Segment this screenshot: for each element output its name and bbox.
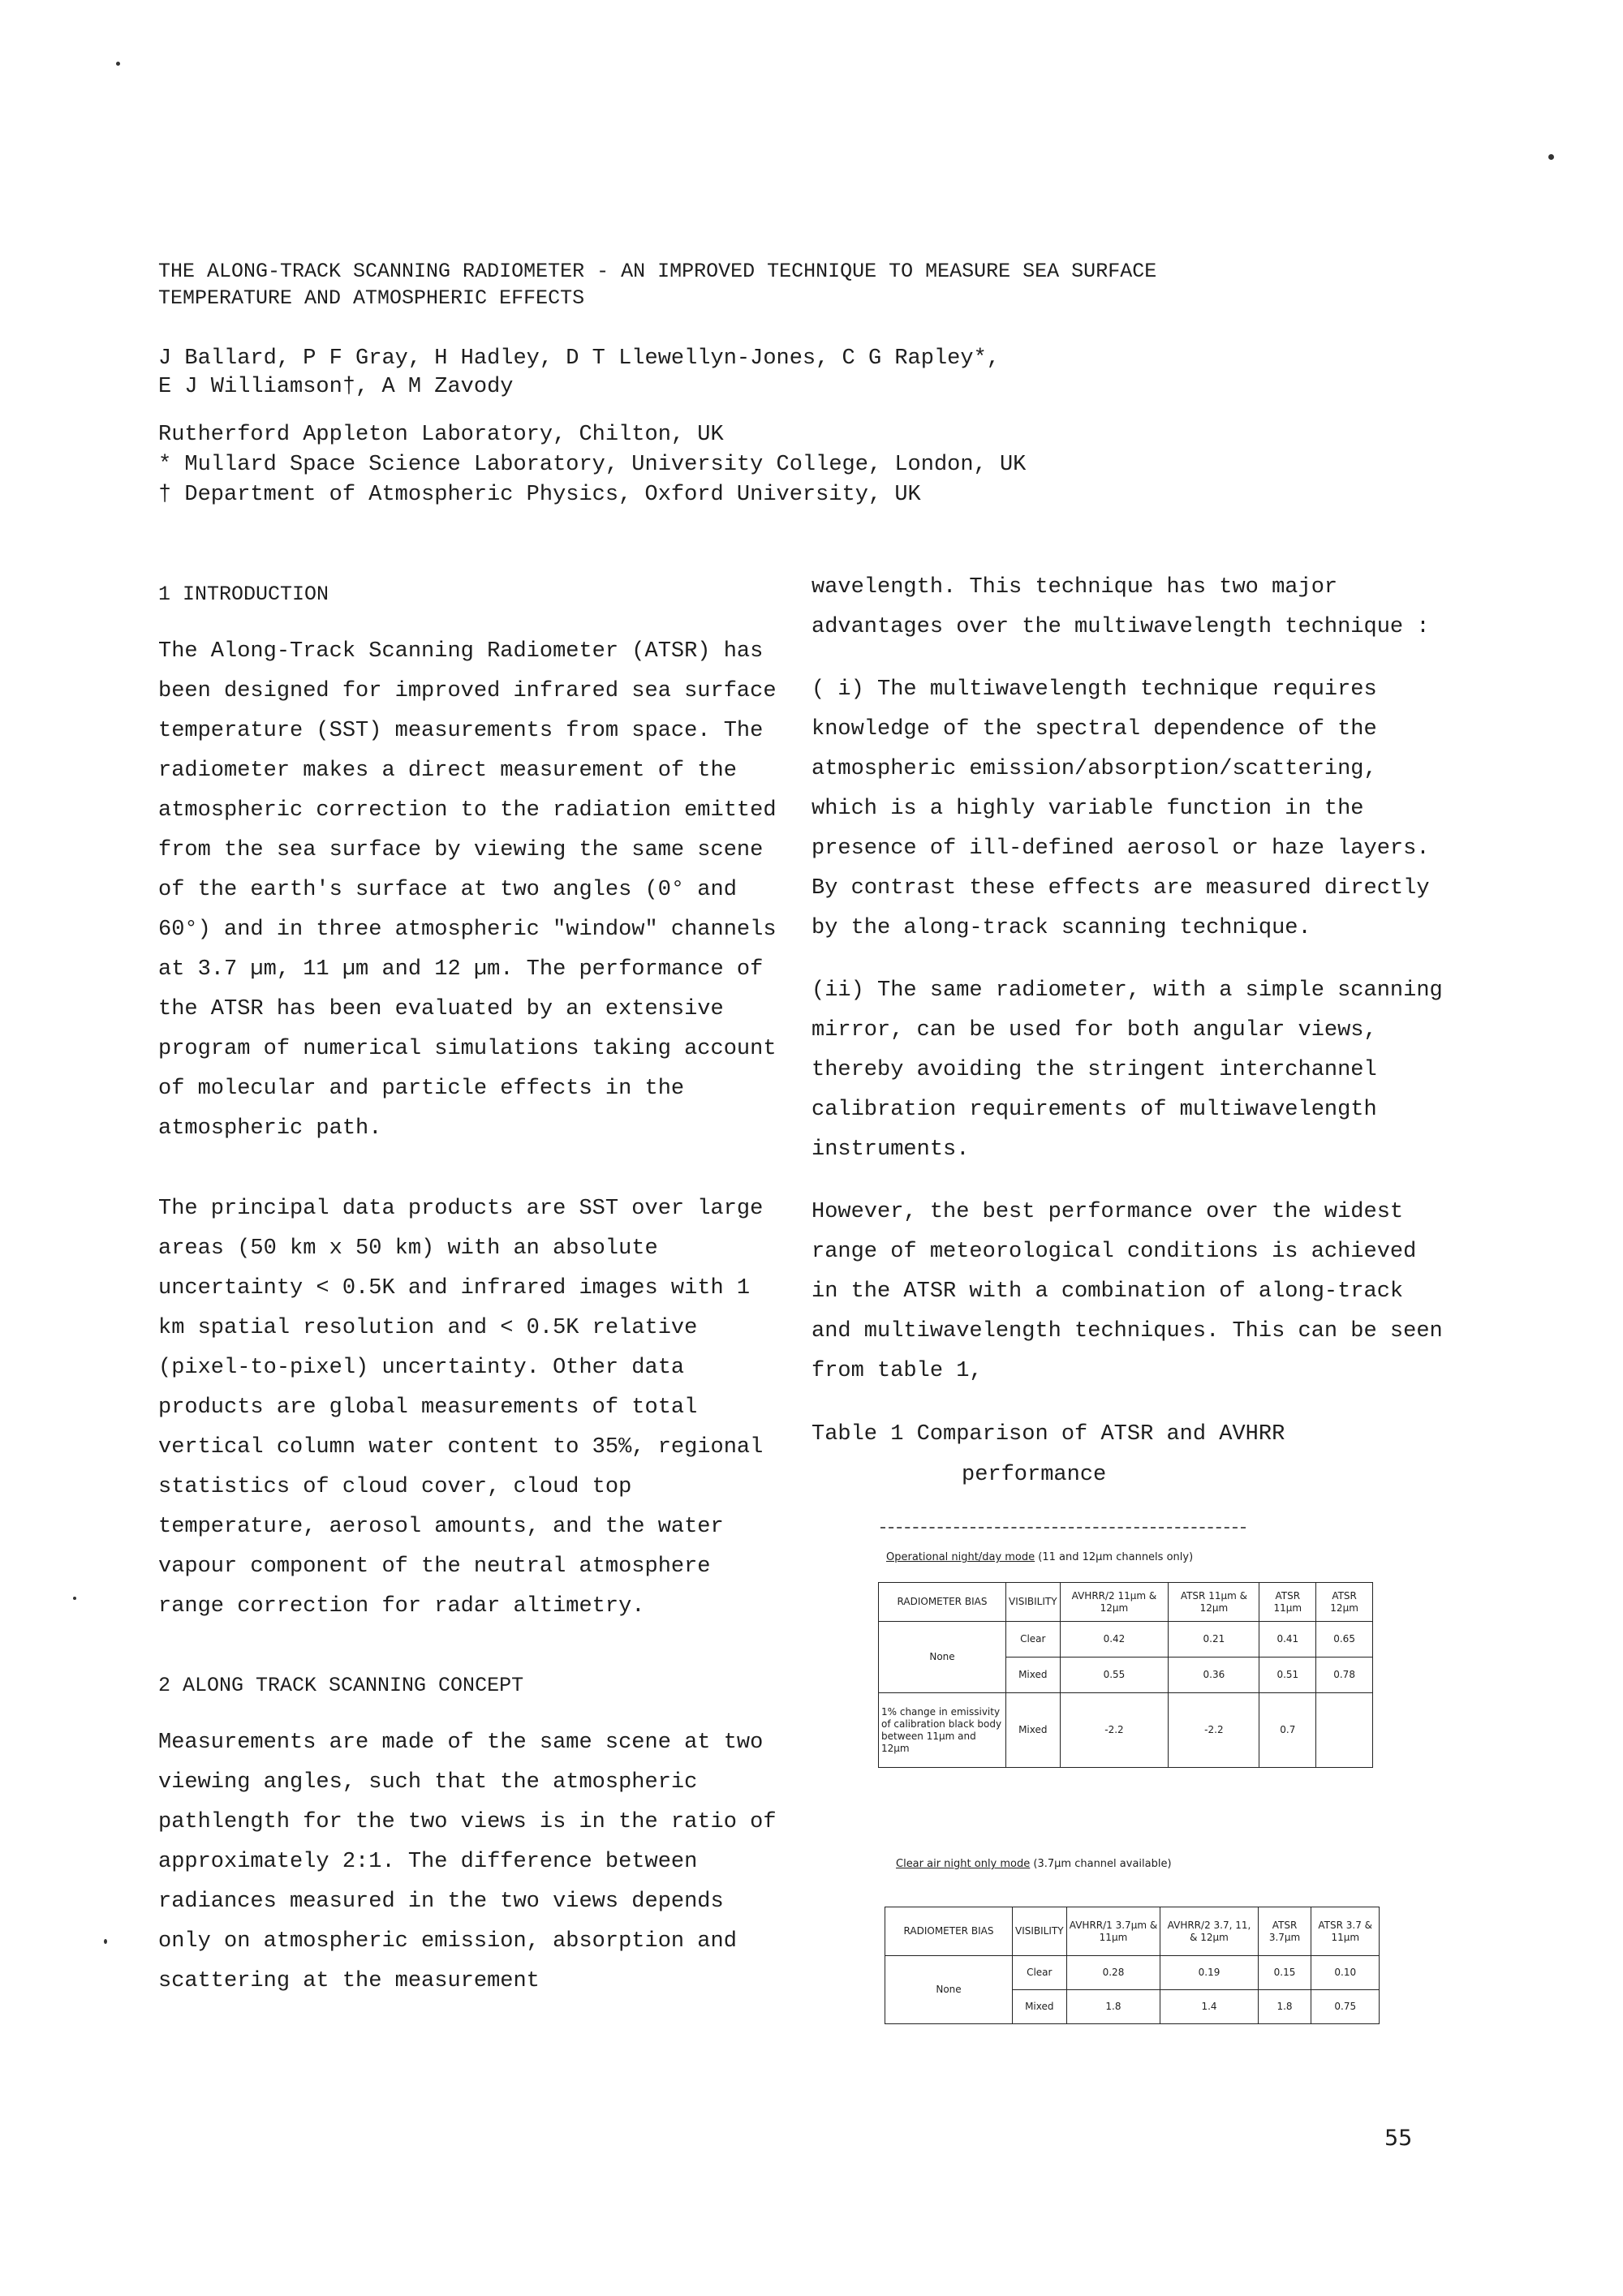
paragraph: The principal data products are SST over large areas (50 km x 50 km) with an absolute uncertainty < 0.5K and infrared images with 1 km spatial resolution and < 0.5K relative (pixel-to-pixel) uncertainty. Other data products are global measurements of total vertical column water content to 35%, regional statistics of cloud cover, cloud top temperature, aerosol amounts, and the water vapour component of the neutral atmosphere range correction for radar altimetry.: [158, 1197, 764, 1619]
cell: [1316, 1693, 1373, 1768]
cell: 0.75: [1311, 1990, 1380, 2024]
cell: -2.2: [1060, 1693, 1169, 1768]
table-mode-label: [886, 1551, 1193, 1563]
table-row: [879, 1693, 1373, 1768]
scan-speck: [73, 1597, 76, 1600]
mode-label: Operational night/day mode: [886, 1551, 1035, 1563]
section-heading: 2 ALONG TRACK SCANNING CONCEPT: [158, 1674, 524, 1697]
author-list: [158, 345, 1424, 402]
bias-cell: None: [879, 1622, 1006, 1693]
bias-cell: None: [885, 1956, 1013, 2024]
paragraph: Measurements are made of the same scene at two viewing angles, such that the atmospheric pathlength for the two views is in the ratio of approximately 2:1. The difference between radiances measured in the two views depends only on atmospheric emission, absorption and scattering at the measurement: [158, 1731, 777, 1993]
right-column: [812, 568, 1444, 1495]
cell: 1.4: [1160, 1990, 1258, 2024]
cell: 0.65: [1316, 1622, 1373, 1658]
header-cell: ATSR 11µm: [1259, 1583, 1316, 1622]
scan-speck: [1548, 154, 1554, 160]
table-row: [885, 1956, 1380, 1990]
table-header-row: [879, 1583, 1373, 1622]
cell: Mixed: [1013, 1990, 1067, 2024]
scan-speck: [116, 62, 120, 66]
affiliation-list: [158, 420, 1424, 510]
header-cell: VISIBILITY: [1006, 1583, 1061, 1622]
header-cell: RADIOMETER BIAS: [885, 1907, 1013, 1956]
header-cell: AVHRR/2 3.7, 11, & 12µm: [1160, 1907, 1258, 1956]
table-header-row: [885, 1907, 1380, 1956]
page-number: 55: [1384, 2126, 1413, 2151]
divider: [880, 1527, 1246, 1529]
cell: 0.15: [1258, 1956, 1311, 1990]
author-line: J Ballard, P F Gray, H Hadley, D T Llewellyn-Jones, C G Rapley*,: [158, 346, 1000, 371]
paragraph: wavelength. This technique has two major advantages over the multiwavelength technique :: [812, 575, 1430, 639]
cell: Clear: [1006, 1622, 1061, 1658]
cell: 0.10: [1311, 1956, 1380, 1990]
paragraph: However, the best performance over the widest range of meteorological conditions is achieved in the ATSR with a combination of along-track and multiwavelength techniques. This can be seen from table 1,: [812, 1200, 1443, 1383]
cell: Clear: [1013, 1956, 1067, 1990]
mode-note: (3.7µm channel available): [1033, 1858, 1172, 1870]
cell: 0.42: [1060, 1622, 1169, 1658]
scan-speck: [104, 1939, 107, 1944]
cell: 1.8: [1066, 1990, 1160, 2024]
cell: 0.78: [1316, 1658, 1373, 1693]
cell: 0.55: [1060, 1658, 1169, 1693]
table-caption: [812, 1414, 1444, 1495]
cell: 0.21: [1169, 1622, 1259, 1658]
author-line: E J Williamson†, A M Zavody: [158, 375, 514, 399]
header-cell: ATSR 11µm & 12µm: [1169, 1583, 1259, 1622]
paper-title: THE ALONG-TRACK SCANNING RADIOMETER - AN IMPROVED TECHNIQUE TO MEASURE SEA SURFACE TEMPERATURE AND ATMOSPHERIC EFFECTS: [158, 260, 1157, 310]
paragraph: ( i) The multiwavelength technique requires knowledge of the spectral dependence of the atmospheric emission/absorption/scattering, which is a highly variable function in the presence of ill-defined aerosol or haze layers. By contrast these effects are measured directly by the along-track scanning technique.: [812, 677, 1430, 940]
table-caption-line: performance: [962, 1463, 1107, 1487]
cell: Mixed: [1006, 1658, 1061, 1693]
cell: Mixed: [1006, 1693, 1061, 1768]
header-cell: VISIBILITY: [1013, 1907, 1067, 1956]
mode-label: Clear air night only mode: [896, 1858, 1031, 1870]
cell: 0.41: [1259, 1622, 1316, 1658]
affiliation: * Mullard Space Science Laboratory, University College, London, UK: [158, 453, 1027, 477]
affiliation: Rutherford Appleton Laboratory, Chilton, UK: [158, 423, 724, 447]
section-heading: 1 INTRODUCTION: [158, 583, 329, 606]
cell: -2.2: [1169, 1693, 1259, 1768]
header-cell: RADIOMETER BIAS: [879, 1583, 1006, 1622]
bias-cell: 1% change in emissivity of calibration black body between 11µm and 12µm: [879, 1693, 1006, 1768]
table-1: [878, 1582, 1373, 1768]
table-caption-line: Table 1 Comparison of ATSR and AVHRR: [812, 1422, 1285, 1447]
cell: 1.8: [1258, 1990, 1311, 2024]
table-row: [879, 1622, 1373, 1658]
left-column: [158, 574, 783, 2024]
cell: 0.7: [1259, 1693, 1316, 1768]
header-cell: ATSR 3.7 & 11µm: [1311, 1907, 1380, 1956]
header-cell: AVHRR/2 11µm & 12µm: [1060, 1583, 1169, 1622]
table-2: [885, 1907, 1380, 2024]
table-mode-label: [896, 1858, 1172, 1870]
header-cell: AVHRR/1 3.7µm & 11µm: [1066, 1907, 1160, 1956]
paragraph: The Along-Track Scanning Radiometer (ATSR) has been designed for improved infrared sea surface temperature (SST) measurements from space. The radiometer makes a direct measurement of the atmospheric correction to the radiation emitted from the sea surface by viewing the same scene of the earth's surface at two angles (0° and 60°) and in three atmospheric "window" channels at 3.7 µm, 11 µm and 12 µm. The performance of the ATSR has been evaluated by an extensive program of numerical simulations taking account of molecular and particle effects in the atmospheric path.: [158, 639, 777, 1141]
mode-note: (11 and 12µm channels only): [1038, 1551, 1194, 1563]
paragraph: (ii) The same radiometer, with a simple scanning mirror, can be used for both angular views, thereby avoiding the stringent interchannel calibration requirements of multiwavelength instruments.: [812, 978, 1443, 1162]
affiliation: † Department of Atmospheric Physics, Oxford University, UK: [158, 483, 921, 507]
header-cell: ATSR 12µm: [1316, 1583, 1373, 1622]
cell: 0.36: [1169, 1658, 1259, 1693]
cell: 0.51: [1259, 1658, 1316, 1693]
header-cell: ATSR 3.7µm: [1258, 1907, 1311, 1956]
cell: 0.19: [1160, 1956, 1258, 1990]
cell: 0.28: [1066, 1956, 1160, 1990]
